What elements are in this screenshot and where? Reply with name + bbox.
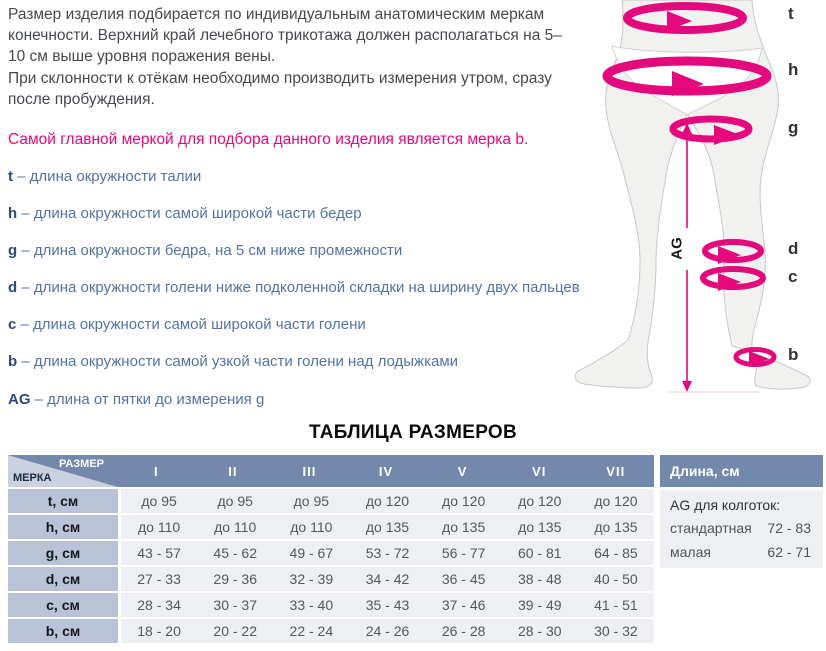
cell: 27 - 33 [137,571,181,587]
row-label: t, см [8,489,118,513]
cell: до 135 [365,519,410,535]
cell: до 110 [290,519,333,535]
measure-key: h [8,205,18,222]
cell: 22 - 24 [289,623,334,639]
column-header-2: II [228,463,238,479]
cell: 34 - 42 [365,571,410,587]
cell: 37 - 46 [441,597,486,613]
row-label: b, см [8,619,118,643]
legs-measurement-diagram [556,0,826,415]
measurement-def-g [8,242,608,259]
measure-key: d [8,279,18,296]
ag-arrow-down [682,381,692,392]
cell: 60 - 81 [517,545,562,561]
intro-paragraph-2: При склонности к отёкам необходимо производить измерения утром, сразу после пробуждения. [8,70,552,108]
table-row-d [8,567,654,591]
measure-key: t [8,168,13,185]
column-header-1: I [153,463,159,479]
cell: 45 - 62 [213,545,257,561]
table-row-t [8,489,654,513]
size-table-title: ТАБЛИЦА РАЗМЕРОВ [308,422,518,443]
column-header-3: III [302,463,317,479]
row-label: d, см [8,567,118,591]
cell: 28 - 30 [517,623,562,639]
row-values [121,541,654,565]
row-values [121,515,654,539]
length-row-small [670,544,811,560]
cell: до 120 [518,493,562,509]
cell: до 120 [594,493,638,509]
cell: до 135 [518,519,562,535]
row-label: g, см [8,541,118,565]
cell: до 110 [214,519,257,535]
cell: 35 - 43 [365,597,410,613]
measure-text: – длина окружности бедра, на 5 см ниже промежности [21,242,403,259]
diagram-label-c: c [788,267,798,286]
corner-razmer-label: РАЗМЕР [58,458,104,470]
cell: 49 - 67 [289,545,334,561]
measurement-def-b [8,353,608,370]
cell: 30 - 37 [213,597,257,613]
row-values [121,593,654,617]
cell: 41 - 51 [594,597,638,613]
cell: 29 - 36 [213,571,257,587]
cell: 53 - 72 [365,545,410,561]
table-row-b [8,619,654,643]
column-header-7: VII [606,463,626,479]
column-header-6: VI [532,463,547,479]
highlight-note: Самой главной меркой для подбора данного изделия является мерка b. [8,131,529,148]
length-value: 72 - 83 [767,520,811,536]
column-header-4: IV [378,463,394,479]
cell: до 120 [442,493,486,509]
cell: 33 - 40 [289,597,334,613]
cell: 30 - 32 [594,623,638,639]
measurement-def-c [8,316,608,333]
cell: 24 - 26 [365,623,410,639]
length-panel-subtitle: AG для колготок: [670,497,781,513]
cell: до 95 [293,493,330,509]
measure-key: b [8,353,18,370]
row-values [121,567,654,591]
measure-text: – длина окружности голени ниже подколенной складки на ширину двух пальцев [21,279,580,296]
table-row-c [8,593,654,617]
measurement-def-h [8,205,608,222]
cell: до 135 [442,519,486,535]
diagram-label-h: h [788,60,799,79]
diagram-label-d: d [788,239,799,258]
cell: 36 - 45 [441,571,486,587]
cell: 38 - 48 [517,571,562,587]
cell: 56 - 77 [441,545,486,561]
measurement-def-t [8,168,608,185]
measurement-def-ag [8,391,608,408]
cell: 32 - 39 [289,571,334,587]
cell: 39 - 49 [517,597,562,613]
column-header-5: V [457,463,468,479]
corner-cell [8,455,118,487]
measurement-def-d [8,279,608,296]
table-row-h [8,515,654,539]
length-panel-header: Длина, см [660,455,823,487]
cell: 18 - 20 [137,623,181,639]
length-label: малая [670,544,711,560]
cell: до 120 [365,493,410,509]
cell: до 110 [137,519,181,535]
measure-key: c [8,316,17,333]
length-panel-body [660,490,823,568]
cell: 28 - 34 [137,597,181,613]
row-label: c, см [8,593,118,617]
cell: 26 - 28 [441,623,486,639]
length-value: 62 - 71 [767,544,811,560]
cell: 64 - 85 [594,545,638,561]
cell: 43 - 57 [137,545,181,561]
table-row-g [8,541,654,565]
cell: до 135 [594,519,638,535]
measure-key: AG [8,391,31,408]
cell: до 95 [141,493,177,509]
row-values [121,489,654,513]
cell: 40 - 50 [594,571,638,587]
measure-text: – длина окружности самой широкой части бедер [21,205,362,222]
size-table [8,455,654,643]
cell: 20 - 22 [213,623,257,639]
row-values [121,619,654,643]
size-table-header [8,455,654,487]
diagram-label-ag: AG [669,231,686,267]
measure-text: – длина от пятки до измерения g [34,391,265,408]
length-panel [660,455,823,568]
measure-text: – длина окружности самой широкой части голени [20,316,366,333]
corner-merka-label: МЕРКА [13,472,52,484]
length-label: стандартная [670,520,752,536]
cell: до 95 [217,493,253,509]
diagram-label-t: t [788,4,794,23]
measure-key: g [8,242,18,259]
length-row-standard [670,520,811,536]
diagram-label-g: g [788,118,799,137]
measure-text: – длина окружности самой узкой части голени над лодыжками [21,353,459,370]
measure-text: – длина окружности талии [17,168,202,185]
intro-paragraph-1: Размер изделия подбирается по индивидуальным анатомическим меркам конечности. Верхний край лечебного трикотажа должен располагаться на 5–10 см выше уровня поражения вены. [8,6,562,65]
row-label: h, см [8,515,118,539]
diagram-label-b: b [788,345,799,364]
